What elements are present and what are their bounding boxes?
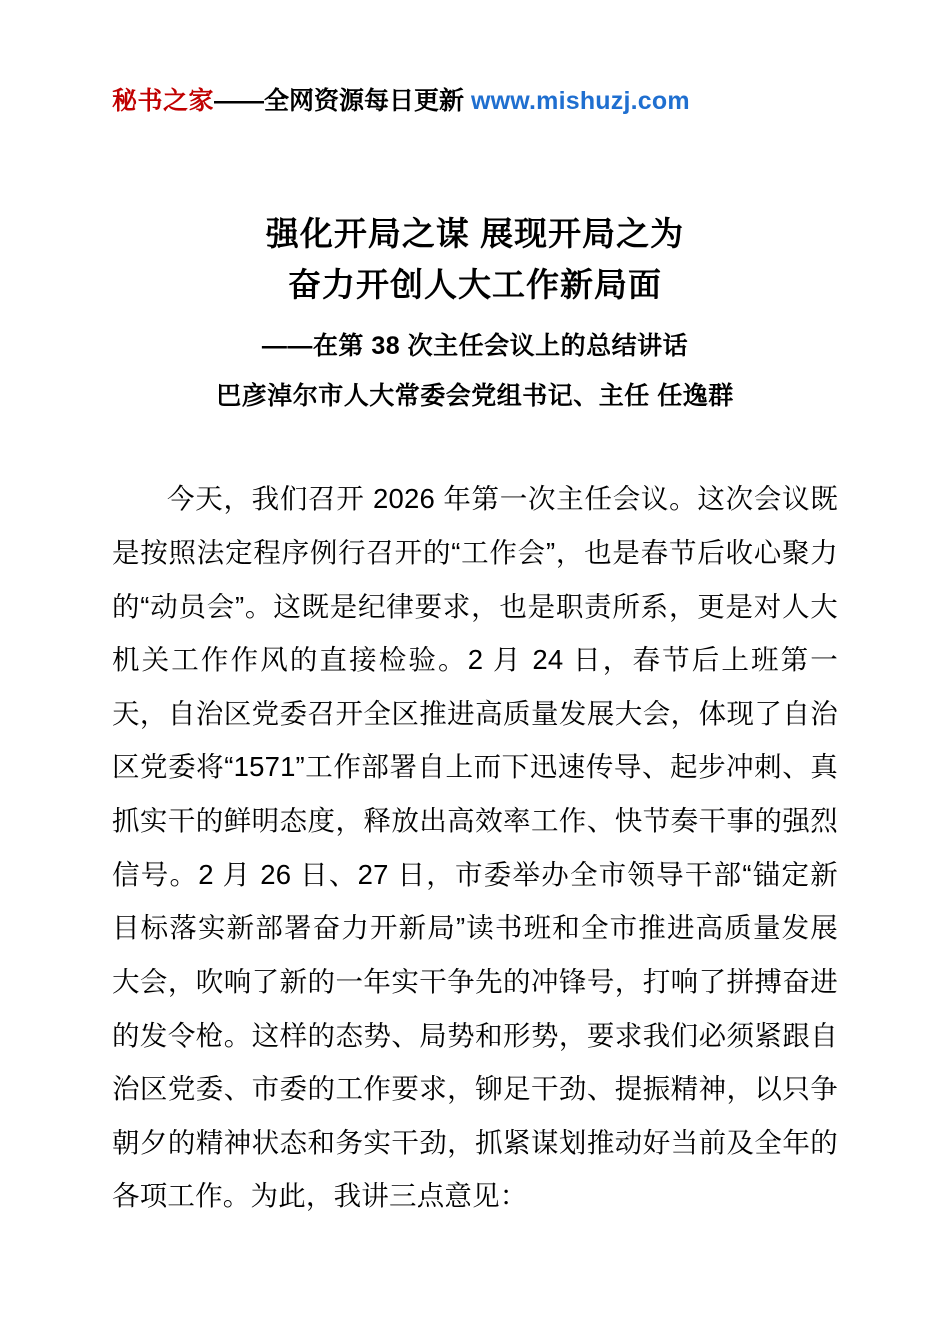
site-tagline: ——全网资源每日更新: [214, 87, 465, 115]
page-subtitle: ——在第 38 次主任会议上的总结讲话: [261, 332, 689, 361]
page-byline: 巴彦淖尔市人大常委会党组书记、主任 任逸群: [216, 382, 734, 411]
page-title-line-2: 奋力开创人大工作新局面: [288, 266, 662, 304]
document-body: [112, 472, 838, 1223]
title-block: [112, 208, 838, 416]
body-paragraph-1: 今天，我们召开 2026 年第一次主任会议。这次会议既是按照法定程序例行召开的“工作会”，也是春节后收心聚力的“动员会”。这既是纪律要求，也是职责所系，更是对人大机关工作作风的直接检验。2 月 24 日，春节后上班第一天，自治区党委召开全区推进高质量发展大会，体现了自治区党委将“1571”工作部署自上而下迅速传导、起步冲刺、真抓实干的鲜明态度，释放出高效率工作、快节奏干事的强烈信号。2 月 26 日、27 日，市委举办全市领导干部“锚定新目标落实新部署奋力开新局”读书班和全市推进高质量发展大会，吹响了新的一年实干争先的冲锋号，打响了拼搏奋进的发令枪。这样的态势、局势和形势，要求我们必须紧跟自治区党委、市委的工作要求，铆足干劲、提振精神，以只争朝夕的精神状态和务实干劲，抓紧谋划推动好当前及全年的各项工作。为此，我讲三点意见：: [112, 483, 838, 1212]
site-url-link[interactable]: www.mishuzj.com: [470, 87, 690, 115]
site-header: [112, 0, 838, 116]
page-title-line-1: 强化开局之谋 展现开局之为: [265, 215, 685, 252]
site-brand: 秘书之家: [112, 87, 215, 115]
